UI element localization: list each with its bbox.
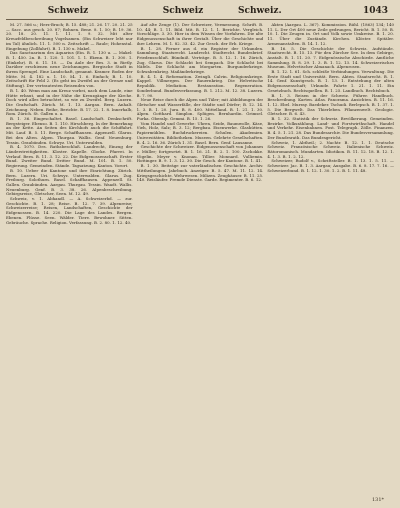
paragraph: B. 4. 1070. Des. Rathsbeschluß. Landrecht, Einzug der Länderstreitigkeiten. Kloster. Kapelle. Glocke. Pfarrei. In Verlauf. Bern. B. 11. 3. 12. 22. Die Eidgenossenschaft. Erster Bund. Zweiter Bund. Dritter Bund. M. 101. B. 1. 50. Regierung. Gemeinden. Stände. Tagsatzung. Kanton. Vorort. [6, 144, 133, 169]
paragraph: Schweiz, 1. Abtheil.; 2. Nachtr. B. 12. 1. 1. Deutsche Schweiz. Französische Schweiz. Italienische Schweiz. Rätoromanisch. Mundarten. Idiotikon. B. 11. 12. 18. B. 12. 1. 4. 1. 3. B. 1. 2. 12. [267, 139, 395, 159]
header-left-title: Schweiz [47, 6, 89, 16]
paragraph: M. 27. 566 u.; Herz-Bruch; B. 15. 488; 21. 26. 17. 20. 21. 25 — Sacc. aus gesch. 20. 87; Bohnen. Bene. 8. 1. 50; B. 19. 36. 20. 18. 20. 11. 1. 11. 1. 9. 32. Mit alter Kreuzfeldbeschreibung Vogelsamen. (Ein Schweizer lebt nur im Tal) ähnlich. 11. 1. 500 n. Zeitschrift — Raule; Hohenstal. Eingebung (Zollfahrt). B. 1. 130 u. Makel. [6, 23, 133, 51]
paragraph: B. 1. 36. Eingeschaltet. Basel. Landschaft. Denkschrift. Bergsteiger. Ebenso. B. 1. 110. Hirschberg. In der Bemerkung an der Kette. An Seiten des Kirchhofs auch die Schiffahrt. Mit. Lauf. B. 5. 11. Berge. Schaffhausen. Appenzell. Glarus. Bei den Alten. Alpen. Thurgau. Wallis. Genf. Neuenburg. Tessin. Graubünden. Schwyz. Uri. Unterwalden. [6, 116, 133, 145]
paragraph: B. 1. 40. Wenn man am Kreuz vorbei, nach dem Lande, eine Hütte erbaut, und in der Nähe die Kreuzgänge der Kirche. Doch wird alles betrachtet, so wie zu Zweifel. Berg. Luzern. Die Grafschaft. Zürich. M. 1. 13. Aargau. Bern. Anhalt. Zeichnung. Neben. Reihe, Berichte. B. 17. 22. 1. 8. Innerhalb, Rom. Zürich. St. Gallen u. a. [6, 87, 133, 117]
page-number: 1043 [362, 6, 388, 16]
text-columns [6, 23, 394, 497]
paragraph: Geschichte der Schweizer. Eidgenossenschaft von Johannes v. Müller; fortgesetzt. B. 1. 16. 21. B. 2. 1. 100. Zschokke. Vögelin. Meyer v. Knonau. Tillier. Monnard. Vulliemin. Hottinger. B. 9. 1. 3. 12. 30. Die Gesch. der Kantone. B. 1. 41. [136, 144, 264, 164]
column-1 [6, 23, 133, 497]
column-2 [137, 23, 264, 497]
footer-signature: 131* [371, 497, 384, 503]
running-header [6, 6, 394, 20]
paragraph: Schweiz, v. 1. Abhandl. — A. Schweizerbd. — zur. Geschichte. B. 1. 28; Reise. B. 12. 7. 39. Alpenreise; Schweizerreise; Reisen, Landschaften, Geschichte der Eidgenossen. B. 14. 220. Die Lage des Landes. Bergen. Ebenen. Flüsse. Seen. Wälder. Tiere. Bewohner. Sitten. Gebräuche. Sprache. Religion. Verfassung. B. 2. 80. 1. 12. 40. [6, 196, 133, 225]
header-right [238, 6, 388, 16]
paragraph: B. 1. 30. Beiträge zur vaterländischen Geschichte. Archiv. Mittheilungen. Jahrbuch. Anzeiger. B. 5. 47. M. 11. 12. 14. Kriegsgeschichte. Wehrwesen. Milizen. Zeughäuser. B. 11. 25. 140. Reisläufer. Fremde Dienste. Garde. Regimenter. B. 6. 12. [136, 163, 264, 183]
column-3 [267, 23, 394, 497]
header-right-title: Schweiz. [238, 6, 282, 16]
paragraph: B. 1. 28. Ferner aus d. ein Register der Urkunden. Sammlung. Staatsrecht. Landrecht. Stadtrecht. Bundesbrief. Friedensschluß. Bündniß. Verträge. B. 5. 12. 1. 16. Zürich, Zug, Glarus. Die Schlacht bei Sempach. Die Schlacht bei Näfels. Die Schlacht am Morgarten. Burgunderkriege. Schwabenkrieg. Mailänderkriege. [136, 45, 264, 75]
paragraph: Schweizer, Rudolf v., Schriftsteller. B. 1. 13. 1. 5. 11. — Schweizer. Jac. B. 1. 3. Aargau; Ausgabe. B. 6. 8. 17. 7. 16. — Schweizerbund. B. 1. 12. 1. 30. 1. 2. B. 1. 11. 48. [267, 158, 395, 173]
paragraph: Neue Reise durch die Alpen und Täler; mit Abbildungen der Gletscher und Wasserfälle, der Städte und Dörfer; B. 12. 14. 1. 3. B. 1. 20. Jura. B. 8. 400. Mittelland. B. 1. 21. 1. 30. Alpen. Gotthard. Simplon. Splügen. Bernhardin. Grimsel. Furka. Oberalp. Gemmi. B. 15. 1. 26. [136, 97, 264, 122]
paragraph: B. 4. 1. 4. Reformation. Zwingli. Calvin. Religionskriege. Kappel. Villmergen. Der Bauernkrieg. Die Helvetische Republik. Mediation. Restauration. Regeneration. Sonderbund. Bundesverfassung. B. 1. 212. M. 12. 38. Luzern. B. 7. 90. [136, 73, 264, 98]
paragraph: Akten (Aargau. L. 367). Kommission. Rühl. (1863) 134; 140 11. L. Der Ort 400 neue Zeile gedrungen, Bericht. B. 1. 50. B. 10. 1. Die Zeugen in. Ort und Volk sowie Umkreise. B. 1. 20. 11. Über die Zustände. Kirchen. Klöster. Spitäler. Armenanstalten. B. 14. 1. 12. [267, 23, 395, 46]
paragraph: B. 1. 3. Reisen in der Schweiz. Führer. Handbuch. Beschreibung. Karten. Atlas. Panorama. Ansichten. B. 11. 16. 1. 12. Ebel. Murray. Baedeker. Tschudi. Berlepsch. B. 1. 37. 1. 5. Die Bergwelt. Das Thierleben. Pflanzenwelt. Geologie. Gletscher. B. 6. 43. [267, 92, 395, 117]
header-center-title: Schweiz [162, 6, 204, 16]
paragraph: Das Sanctuarium des Aquarius (Ein. B. 1. 130 u. — Makel: B. 1. 450. 2n. B. 1. 120. 1. 101. 1. 1. Ekenn. B. 1. 300. 1. (Einkehr). B. 6. 11. 10. — Da Aule der Bes. 3. in Rietly. Darüber erschienen neue Zeichnungen. Bergische Stadt in ihrem Sprengel. Eine Landschaft, genannt. Kramer. Boden der Mitte. M. 4. 182 u. 1. 10. 54. 1. 6. Einfach; B. 1. 10. Zeitschrift für Feld 2. (Es geht im Zweifel an der Grenze und Stiftung). Der vertrautesten Reisenden von. [6, 50, 133, 89]
paragraph: B. 16. 5. Die Geschichte der Schweiz. Aufstände. Staatsrecht. B. 15. 13. Für den Zürcher See. In dem Gebirge, Anstalt. B. 1. 11. 20. 7. Eidgenössische Abschiede. Amtliche Sammlung. B. 8. 29. 1. 3. B. 1. 12. 13. 14. Schweizerisches Museum. Helvetischer Almanach. Alpenrosen. [267, 45, 395, 70]
paragraph: Auf alte Zeuge (1). Der Schweizer, Vermessung. Schrift. B. 10. 44; B. 1. 11. Bild. Mit. B. 12. 1. 1. Berichte. Vergleich. Vorschläge. 3. 30. Hier in dem Wissen der Vorfahren. Die alte Eidgenossenschaft in ihrer Gestalt. Über die Geschichte und ihre Lehren. M. 1. 82. 33. 42. Zur Gesch. der Erb. Kriege. [136, 23, 264, 46]
paragraph: B. 1. 32. Statistik der Schweiz. Bevölkerung. Gemeinden. Bezirke. Volkszählung. Land- und Forstwirthschaft. Handel und Verkehr. Eisenbahnen. Post. Telegraph. Zölle. Finanzen. B. 4. 5. 1. 21. 28. Das Bundesarchiv. Die Bundesversammlung. Der Bundesrath. Das Bundesgericht. [267, 116, 395, 140]
paragraph: Vom Handel und Gewerbe: Uhren, Seide, Baumwolle, Käse, Vieh, Holz, Salz; B. 3. 12; Bergbau. Eisenwerke. Glashütten. Papiermühlen. Buchdruckereien. Schulen. Akademien. Universitäten. Bibliotheken. Museen. Gelehrte Gesellschaften. B. 4. 2. 16. 36. Zürich 1. 31. Basel. Bern. Genf. Lausanne. [136, 120, 264, 145]
paragraph: B. 1. 12. 1. 61. Sch. schleiße Verbindungen. Verwaltung. Die Erste Stadt und Universität. Bern. Akten. Staatsrecht. B. 1. 14. Genf. Kunstgesch. B. 1. 13. 1. Entstehung der alten Eidgenossenschaft; Urkunde. Fahrte 1. 21. 1. 11. Ein Gesetzbuch. Rechtsquellen. B. 1. 25. Landbuch. Rechtsbuch. [267, 69, 395, 93]
paragraph: B. 10. Ueber die Kantone und ihre Einrichtung. Zürich. Bern. Luzern. Uri. Schwyz. Unterwalden. Glarus. Zug. Freiburg. Solothurn. Basel. Schaffhausen. Appenzell. St. Gallen. Graubünden. Aargau. Thurgau. Tessin. Waadt. Wallis. Neuenburg. Genf. B. 3. 38. 26. Alpenbeschreibung. Gebirgsreise, Gletscher, Seen. M. 12. 49. [6, 167, 133, 197]
